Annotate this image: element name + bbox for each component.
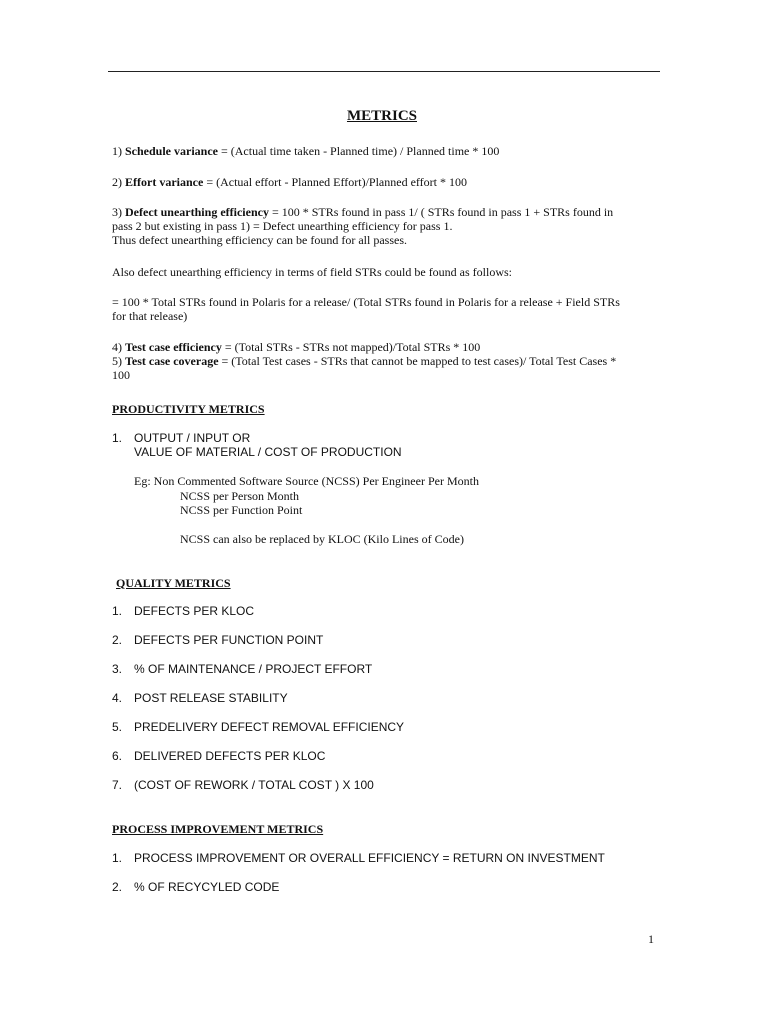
- quality-item: 2. DEFECTS PER FUNCTION POINT: [112, 633, 324, 647]
- field-note: Also defect unearthing efficiency in terms of field STRs could be found as follows:: [112, 265, 513, 279]
- metric-schedule-variance: 1) Schedule variance = (Actual time taken - Planned time) / Planned time * 100: [112, 144, 500, 158]
- productivity-note: NCSS can also be replaced by KLOC (Kilo Lines of Code): [180, 532, 464, 546]
- quality-item: 1. DEFECTS PER KLOC: [112, 604, 255, 618]
- page-number: 1: [648, 932, 654, 946]
- test-metrics: 4) Test case efficiency = (Total STRs - STRs not mapped)/Total STRs * 100 5) Test case coverage = (Total Test cases - STRs that cannot be mapped to test cases)/ Total Test Cases * 100: [112, 340, 652, 382]
- metric-defect-unearthing: 3) Defect unearthing efficiency = 100 * STRs found in pass 1/ ( STRs found in pass 1 + STRs found in pass 2 but existing in pass 1) = Defect unearthing efficiency for pass 1. Thus defect unearthing efficiency can be found for all passes.: [112, 205, 614, 247]
- process-heading: PROCESS IMPROVEMENT METRICS: [112, 822, 324, 836]
- page-title: METRICS: [346, 108, 417, 124]
- process-item: 2. % OF RECYCYLED CODE: [112, 880, 280, 894]
- quality-item: 4. POST RELEASE STABILITY: [112, 691, 288, 705]
- metric-test-case-coverage: 5) Test case coverage = (Total Test cases - STRs that cannot be mapped to test cases)/ Total Test Cases *: [112, 354, 617, 368]
- quality-item: 7. (COST OF REWORK / TOTAL COST ) X 100: [112, 778, 374, 792]
- productivity-example: Eg: Non Commented Software Source (NCSS) Per Engineer Per Month: [134, 474, 479, 488]
- quality-item: 6. DELIVERED DEFECTS PER KLOC: [112, 749, 326, 763]
- process-item: 1. PROCESS IMPROVEMENT OR OVERALL EFFICIENCY = RETURN ON INVESTMENT: [112, 851, 605, 865]
- metric-effort-variance: 2) Effort variance = (Actual effort - Planned Effort)/Planned effort * 100: [112, 175, 468, 189]
- quality-item: 3. % OF MAINTENANCE / PROJECT EFFORT: [112, 662, 373, 676]
- term: Schedule variance: [125, 144, 218, 158]
- quality-heading: QUALITY METRICS: [116, 576, 231, 590]
- metric-test-case-efficiency: 4) Test case efficiency = (Total STRs - STRs not mapped)/Total STRs * 100: [112, 340, 481, 354]
- header-rule: [108, 71, 660, 72]
- field-formula: = 100 * Total STRs found in Polaris for a release/ (Total STRs found in Polaris for a release + Field STRs for that release): [112, 295, 620, 323]
- productivity-heading: PRODUCTIVITY METRICS: [112, 402, 265, 416]
- productivity-sub-2: NCSS per Function Point: [180, 503, 303, 517]
- term: Defect unearthing efficiency: [125, 205, 269, 219]
- productivity-item: 1. OUTPUT / INPUT OR VALUE OF MATERIAL / COST OF PRODUCTION: [112, 431, 402, 459]
- term: Effort variance: [125, 175, 204, 189]
- productivity-sub-1: NCSS per Person Month: [180, 489, 300, 503]
- quality-item: 5. PREDELIVERY DEFECT REMOVAL EFFICIENCY: [112, 720, 405, 734]
